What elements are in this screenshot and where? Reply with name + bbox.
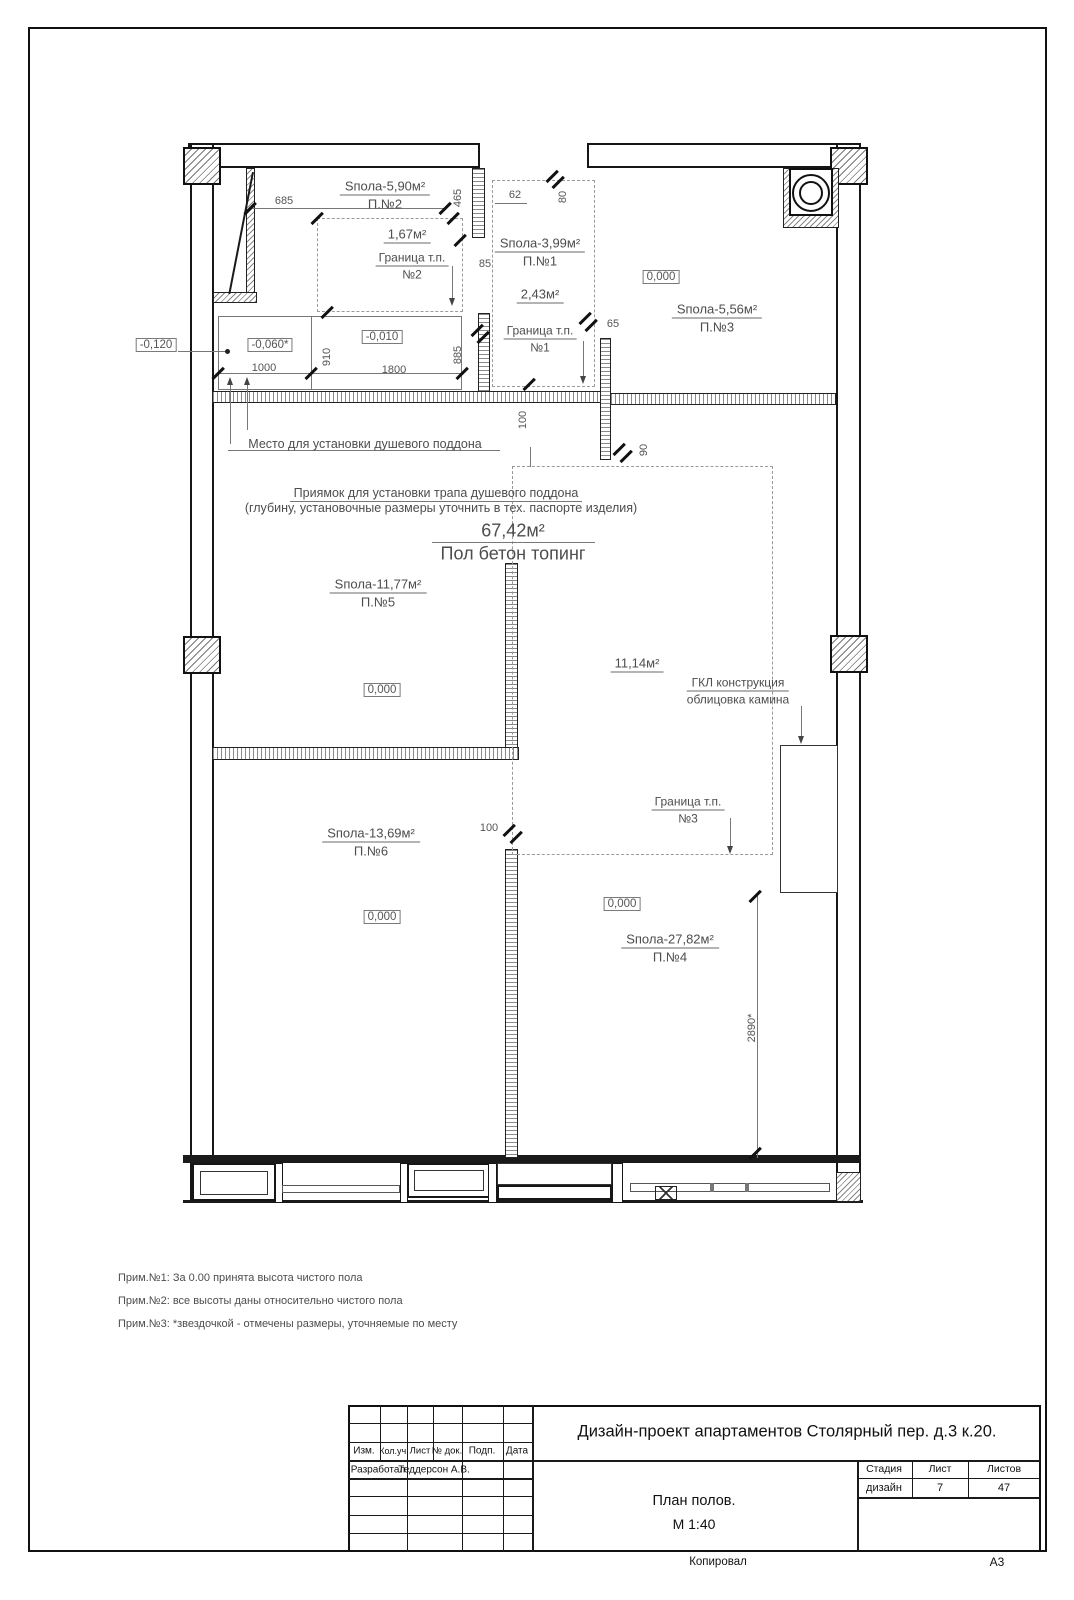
tb-col-koluch: Кол.уч. xyxy=(379,1446,409,1456)
dimension-label: 62 xyxy=(508,189,522,201)
dimension-label: 1000 xyxy=(251,362,277,374)
level-mark: 0,000 xyxy=(364,910,401,924)
tb-col-list: Лист xyxy=(409,1445,431,1457)
dimension-label: 100 xyxy=(479,822,499,834)
room-label xyxy=(340,179,430,212)
level-mark: 0,000 xyxy=(364,683,401,697)
level-mark: -0,060* xyxy=(247,338,292,352)
window-sill xyxy=(497,1185,612,1200)
room-number: П.№1 xyxy=(522,253,558,269)
dimension-label: 885 xyxy=(452,345,464,365)
tb-col-podp: Подп. xyxy=(468,1445,496,1457)
leader-arrow-down xyxy=(798,736,804,744)
dimension-label: 80 xyxy=(557,190,569,204)
leader-arrow-down xyxy=(580,376,586,384)
fireplace xyxy=(780,745,838,893)
leader-stem xyxy=(230,384,231,444)
window-corner-box xyxy=(655,1186,677,1200)
tb-stage-label: Стадия xyxy=(866,1463,902,1475)
room-label xyxy=(322,826,420,859)
dim-tick xyxy=(748,890,761,903)
dimension-label: 1800 xyxy=(381,364,407,376)
tb-line xyxy=(857,1460,859,1552)
tb-line xyxy=(532,1405,534,1552)
wall-top-right xyxy=(587,143,861,168)
leader-stem xyxy=(452,266,453,300)
leader-note: ГКЛ конструкция облицовка камина xyxy=(686,675,790,707)
level-mark: 0,000 xyxy=(604,897,641,911)
window-mullion xyxy=(745,1183,749,1192)
room-label xyxy=(330,577,427,610)
dimension-label: 85 xyxy=(478,258,492,270)
main-area-value: 67,42м² xyxy=(481,520,545,541)
window-sill xyxy=(282,1185,400,1193)
tb-name: Теддерсон А.В. xyxy=(398,1464,470,1476)
dimension-label: 685 xyxy=(274,195,294,207)
tb-project-title: Дизайн-проект апартаментов Столярный пер. д.3 к.20. xyxy=(577,1422,997,1441)
room-number: П.№6 xyxy=(353,843,389,859)
dimension-label: 100 xyxy=(517,410,529,430)
room-area: Sпола-27,82м² xyxy=(621,932,719,949)
leader-note: Граница т.п. №1 xyxy=(504,324,577,355)
dimension-label: 65 xyxy=(606,318,620,330)
wall-right xyxy=(836,143,861,1203)
partition-v5 xyxy=(505,849,518,1158)
callout-note: Приямок для установки трапа душевого поддона xyxy=(293,486,579,500)
room-number: П.№5 xyxy=(360,594,396,610)
leader-arrow-down xyxy=(449,298,455,306)
main-floor-type: Пол бетон топинг xyxy=(440,543,586,564)
wall-bottom-outer-line xyxy=(183,1200,863,1203)
subarea-label: 1,67м² xyxy=(384,227,431,244)
tb-role: Разработал xyxy=(350,1464,406,1476)
tb-line xyxy=(857,1497,1041,1499)
note-line: Прим.№1: За 0.00 принята высота чистого пола xyxy=(118,1272,363,1284)
leader-stem xyxy=(583,341,584,378)
tb-line xyxy=(348,1442,532,1443)
level-mark: -0,120 xyxy=(136,338,177,352)
room-label xyxy=(495,236,585,269)
tb-line xyxy=(348,1478,532,1480)
room-area: Sпола-11,77м² xyxy=(330,577,427,594)
leader-dot xyxy=(225,349,230,354)
room-number: П.№4 xyxy=(652,949,688,965)
room-area: Sпола-3,99м² xyxy=(495,236,585,253)
room-area: Sпола-5,90м² xyxy=(340,179,430,196)
tb-col-izm: Изм. xyxy=(353,1445,375,1457)
dim-tick xyxy=(619,450,632,463)
leader-note: Граница т.п. №2 xyxy=(376,251,449,282)
dimension-label: 465 xyxy=(452,188,464,208)
tb-col-data: Дата xyxy=(505,1445,529,1457)
callout-note: Место для установки душевого поддона xyxy=(248,437,482,451)
tb-line xyxy=(348,1460,1041,1462)
pipe-inner-circle xyxy=(799,181,823,205)
room-label xyxy=(621,932,719,965)
room-number: П.№3 xyxy=(699,319,735,335)
subarea-label: 11,14м² xyxy=(611,656,664,673)
room-label xyxy=(672,302,762,335)
window-frame xyxy=(497,1163,612,1185)
leader-stem xyxy=(801,706,802,738)
leader-arrow-up xyxy=(244,377,250,385)
dimension-label: 90 xyxy=(638,443,650,457)
corner-hatch xyxy=(836,1172,861,1202)
window-mullion xyxy=(710,1183,714,1192)
tb-line xyxy=(348,1423,532,1424)
tb-sheet-title: План полов. xyxy=(652,1493,736,1509)
leader-stem xyxy=(247,384,248,430)
room-area: Sпола-5,56м² xyxy=(672,302,762,319)
leader-stem xyxy=(530,447,531,467)
window-frame-inner xyxy=(414,1170,484,1191)
boundary-p1 xyxy=(492,180,595,387)
dimension-label: 910 xyxy=(321,347,333,367)
shaft-wall-horizontal xyxy=(213,292,257,303)
leader-stem xyxy=(730,818,731,848)
tb-line xyxy=(857,1478,1041,1479)
window-frame-inner xyxy=(200,1171,268,1195)
tb-line xyxy=(348,1533,532,1534)
format-label: А3 xyxy=(989,1555,1005,1569)
leader-note: Граница т.п. №3 xyxy=(652,795,725,826)
note-line: Прим.№2: все высоты даны относительно чистого пола xyxy=(118,1295,403,1307)
column xyxy=(183,147,221,185)
tb-col-doc: № док. xyxy=(431,1445,463,1457)
tb-line xyxy=(348,1515,532,1516)
room-area: Sпола-13,69м² xyxy=(322,826,420,843)
note-line: Прим.№3: *звездочкой - отмечены размеры, уточняемые по месту xyxy=(118,1318,458,1330)
tb-sheet-label: Лист xyxy=(928,1463,952,1475)
partition-h2 xyxy=(610,393,836,405)
dim-tick xyxy=(612,443,625,456)
dimension-label: 2890* xyxy=(746,1013,758,1043)
level-mark: -0,010 xyxy=(362,330,403,344)
shower-tray-divider xyxy=(311,316,312,390)
window-jamb xyxy=(488,1163,497,1203)
partition-h3 xyxy=(212,747,519,760)
tb-sheet-value: 7 xyxy=(936,1482,944,1494)
tb-line xyxy=(348,1496,532,1497)
column xyxy=(183,636,221,674)
tb-sheets-value: 47 xyxy=(997,1482,1011,1494)
window-jamb xyxy=(612,1163,623,1203)
level-mark: 0,000 xyxy=(643,270,680,284)
leader-arrow-down xyxy=(727,846,733,854)
column xyxy=(830,635,868,673)
tb-scale: М 1:40 xyxy=(672,1516,716,1532)
room-number: П.№2 xyxy=(367,196,403,212)
tb-sheets-label: Листов xyxy=(986,1463,1022,1475)
tb-stage-value: дизайн xyxy=(866,1482,902,1494)
partition-h1 xyxy=(212,391,609,403)
subarea-label: 2,43м² xyxy=(517,287,564,304)
callout-note: (глубину, установочные размеры уточнить в тех. паспорте изделия) xyxy=(244,501,638,515)
shower-tray xyxy=(218,316,462,390)
leader-line-0120 xyxy=(178,351,227,352)
window-jamb xyxy=(275,1163,283,1203)
copied-label: Копировал xyxy=(689,1556,747,1568)
wall-top-left xyxy=(188,143,480,168)
leader-arrow-up xyxy=(227,377,233,385)
dim-line-62 xyxy=(495,203,527,204)
wall-bottom xyxy=(183,1155,861,1163)
partition-v1 xyxy=(472,168,485,238)
